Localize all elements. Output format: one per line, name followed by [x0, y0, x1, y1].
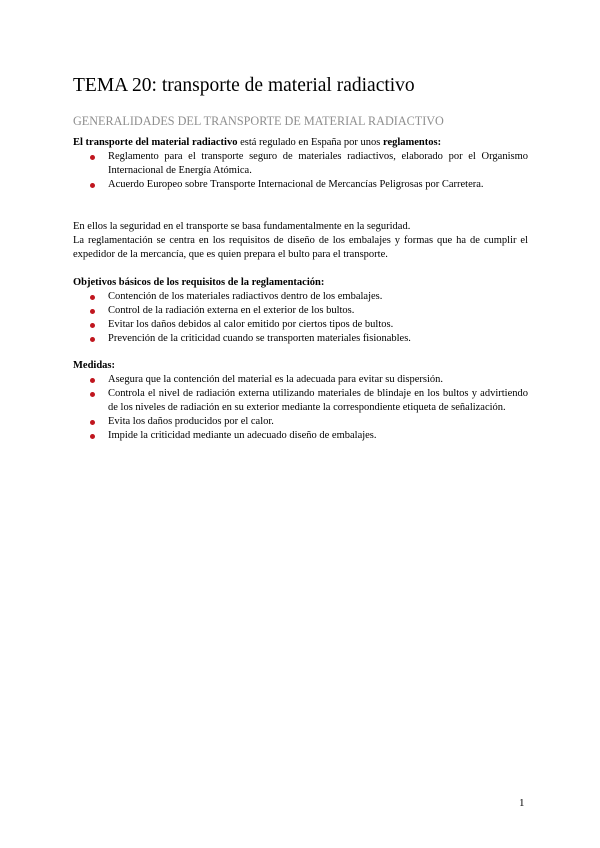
bullet-icon: [90, 295, 95, 300]
paragraph-2: La reglamentación se centra en los requisitos de diseño de los embalajes y formas que ha de cumplir el expedidor de la mercancía, que es quien prepara el bulto para el transporte.: [73, 235, 528, 260]
list-item-text: Prevención de la criticidad cuando se transporten materiales fisionables.: [108, 333, 411, 344]
bullet-icon: [90, 420, 95, 425]
reglamentos-list: [73, 150, 528, 192]
objetivos-heading: Objetivos básicos de los requisitos de la reglamentación:: [73, 277, 325, 288]
section-heading: GENERALIDADES DEL TRANSPORTE DE MATERIAL RADIACTIVO: [73, 114, 444, 128]
bullet-icon: [90, 392, 95, 397]
list-item-text: Control de la radiación externa en el exterior de los bultos.: [108, 305, 355, 316]
list-item-text: Impide la criticidad mediante un adecuado diseño de embalajes.: [108, 430, 377, 441]
list-item-text: Reglamento para el transporte seguro de materiales radiactivos, elaborado por el Organismo Internacional de Energía Atómica.: [108, 151, 528, 176]
intro-middle: está regulado en España por unos: [237, 137, 383, 148]
bullet-icon: [90, 337, 95, 342]
list-item: [73, 178, 528, 192]
medidas-list: [73, 373, 528, 443]
list-item-text: Evitar los daños debidos al calor emitido por ciertos tipos de bultos.: [108, 319, 394, 330]
list-item: [73, 332, 528, 346]
paragraph-1: En ellos la seguridad en el transporte se basa fundamentalmente en la seguridad.: [73, 221, 411, 232]
list-item: [73, 415, 528, 429]
bullet-icon: [90, 309, 95, 314]
list-item: [73, 304, 528, 318]
list-item-text: Acuerdo Europeo sobre Transporte Internacional de Mercancías Peligrosas por Carretera.: [108, 179, 484, 190]
list-item-text: Controla el nivel de radiación externa utilizando materiales de blindaje en los bultos y advirtiendo de los niveles de radiación en su exterior mediante la correspondiente etiqueta de señalización.: [108, 388, 528, 413]
intro-bold-end: reglamentos:: [382, 137, 442, 148]
bullet-icon: [90, 323, 95, 328]
medidas-heading: Medidas:: [73, 360, 115, 371]
bullet-icon: [90, 378, 95, 383]
list-item: [73, 387, 528, 415]
bullet-icon: [90, 183, 95, 188]
intro-bold-start: El transporte del material radiactivo: [73, 137, 238, 148]
page-title: TEMA 20: transporte de material radiactivo: [73, 75, 415, 96]
list-item: [73, 150, 528, 178]
intro-paragraph: [73, 136, 528, 150]
list-item: [73, 290, 528, 304]
list-item: [73, 373, 528, 387]
list-item: [73, 318, 528, 332]
list-item-text: Contención de los materiales radiactivos dentro de los embalajes.: [108, 291, 383, 302]
list-item-text: Evita los daños producidos por el calor.: [108, 416, 274, 427]
bullet-icon: [90, 155, 95, 160]
list-item: [73, 429, 528, 443]
bullet-icon: [90, 434, 95, 439]
objetivos-list: [73, 290, 528, 346]
list-item-text: Asegura que la contención del material es la adecuada para evitar su dispersión.: [108, 374, 443, 385]
page-number: 1: [519, 797, 525, 809]
